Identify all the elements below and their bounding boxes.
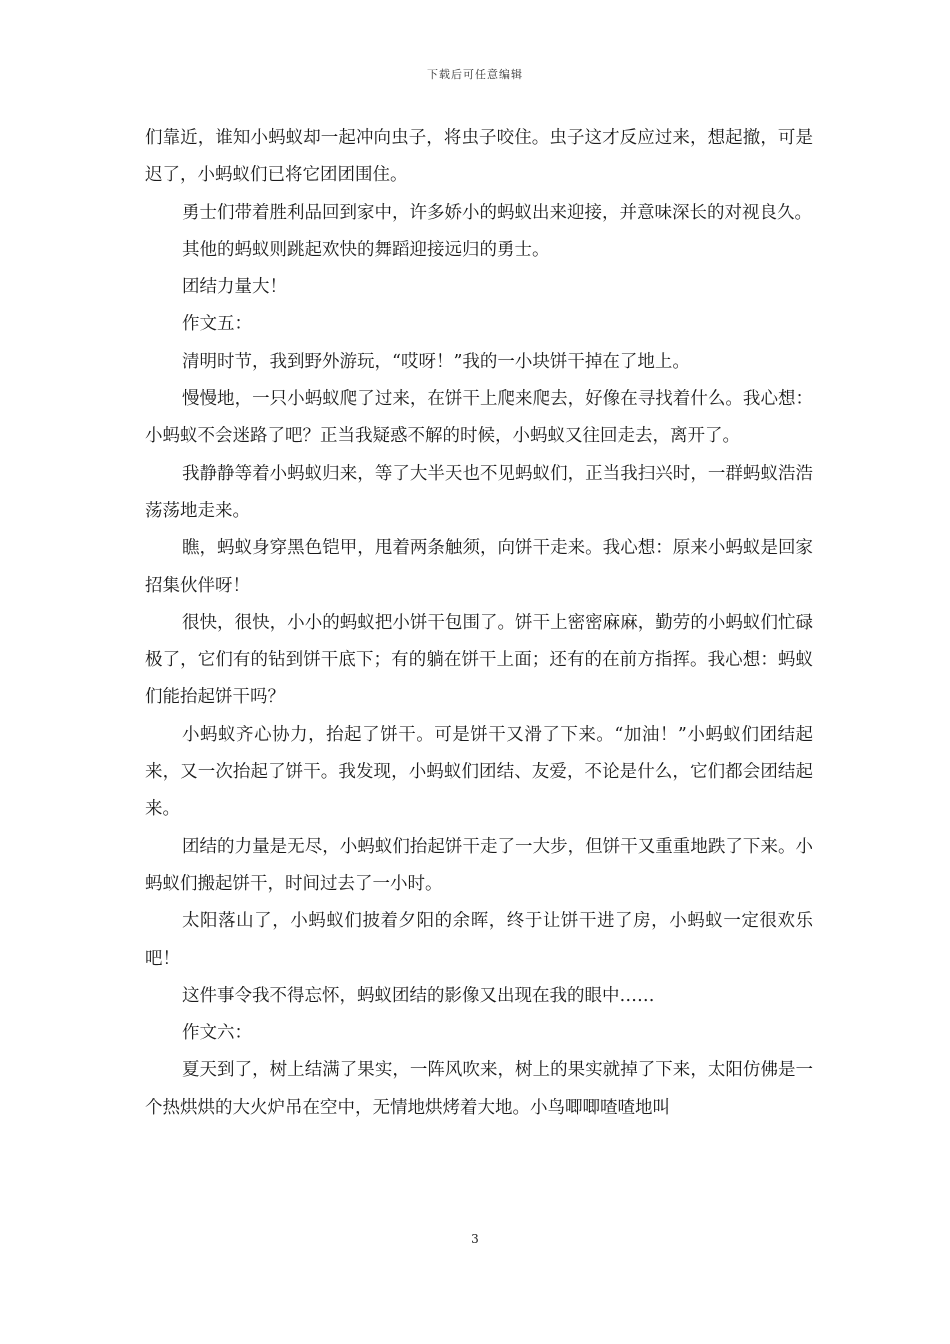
paragraph: 勇士们带着胜利品回到家中，许多娇小的蚂蚁出来迎接，并意味深长的对视良久。 [182,202,812,223]
paragraph: 慢慢地，一只小蚂蚁爬了过来，在饼干上爬来爬去，好像在寻找着什么。我心想：小蚂蚁不会迷路了吧？正当我疑惑不解的时候，小蚂蚁又往回走去，离开了。 [145,389,813,447]
paragraph: 团结力量大！ [182,277,287,298]
paragraph: 这件事令我不得忘怀，蚂蚁团结的影像又出现在我的眼中…… [182,985,655,1006]
section-heading: 作文五： [182,314,252,335]
paragraph: 们靠近，谁知小蚂蚁却一起冲向虫子，将虫子咬住。虫子这才反应过来，想起撤，可是迟了，小蚂蚁们已将它团团围住。 [145,128,813,186]
page-number: 3 [471,1232,479,1246]
paragraph: 团结的力量是无尽，小蚂蚁们抬起饼干走了一大步，但饼干又重重地跌了下来。小蚂蚁们搬起饼干，时间过去了一小时。 [145,836,813,894]
paragraph: 很快，很快，小小的蚂蚁把小饼干包围了。饼干上密密麻麻，勤劳的小蚂蚁们忙碌极了，它们有的钻到饼干底下；有的躺在饼干上面；还有的在前方指挥。我心想：蚂蚁们能抬起饼干吗？ [145,612,813,708]
document-body [145,120,813,1127]
paragraph: 夏天到了，树上结满了果实，一阵风吹来，树上的果实就掉了下来，太阳仿佛是一个热烘烘的大火炉吊在空中，无情地烘烤着大地。小鸟唧唧喳喳地叫 [145,1060,813,1118]
paragraph: 其他的蚂蚁则跳起欢快的舞蹈迎接远归的勇士。 [182,239,550,260]
paragraph: 我静静等着小蚂蚁归来，等了大半天也不见蚂蚁们，正当我扫兴时，一群蚂蚁浩浩荡荡地走来。 [145,463,813,521]
paragraph: 清明时节，我到野外游玩，“哎呀！”我的一小块饼干掉在了地上。 [182,351,690,372]
page-header: 下载后可任意编辑 [427,68,523,81]
section-heading: 作文六： [182,1023,252,1044]
paragraph: 太阳落山了，小蚂蚁们披着夕阳的余晖，终于让饼干进了房，小蚂蚁一定很欢乐吧！ [145,911,813,969]
paragraph: 瞧，蚂蚁身穿黑色铠甲，甩着两条触须，向饼干走来。我心想：原来小蚂蚁是回家招集伙伴呀！ [145,538,813,596]
paragraph: 小蚂蚁齐心协力，抬起了饼干。可是饼干又滑了下来。“加油！”小蚂蚁们团结起来，又一次抬起了饼干。我发现，小蚂蚁们团结、友爱，不论是什么，它们都会团结起来。 [145,724,813,820]
